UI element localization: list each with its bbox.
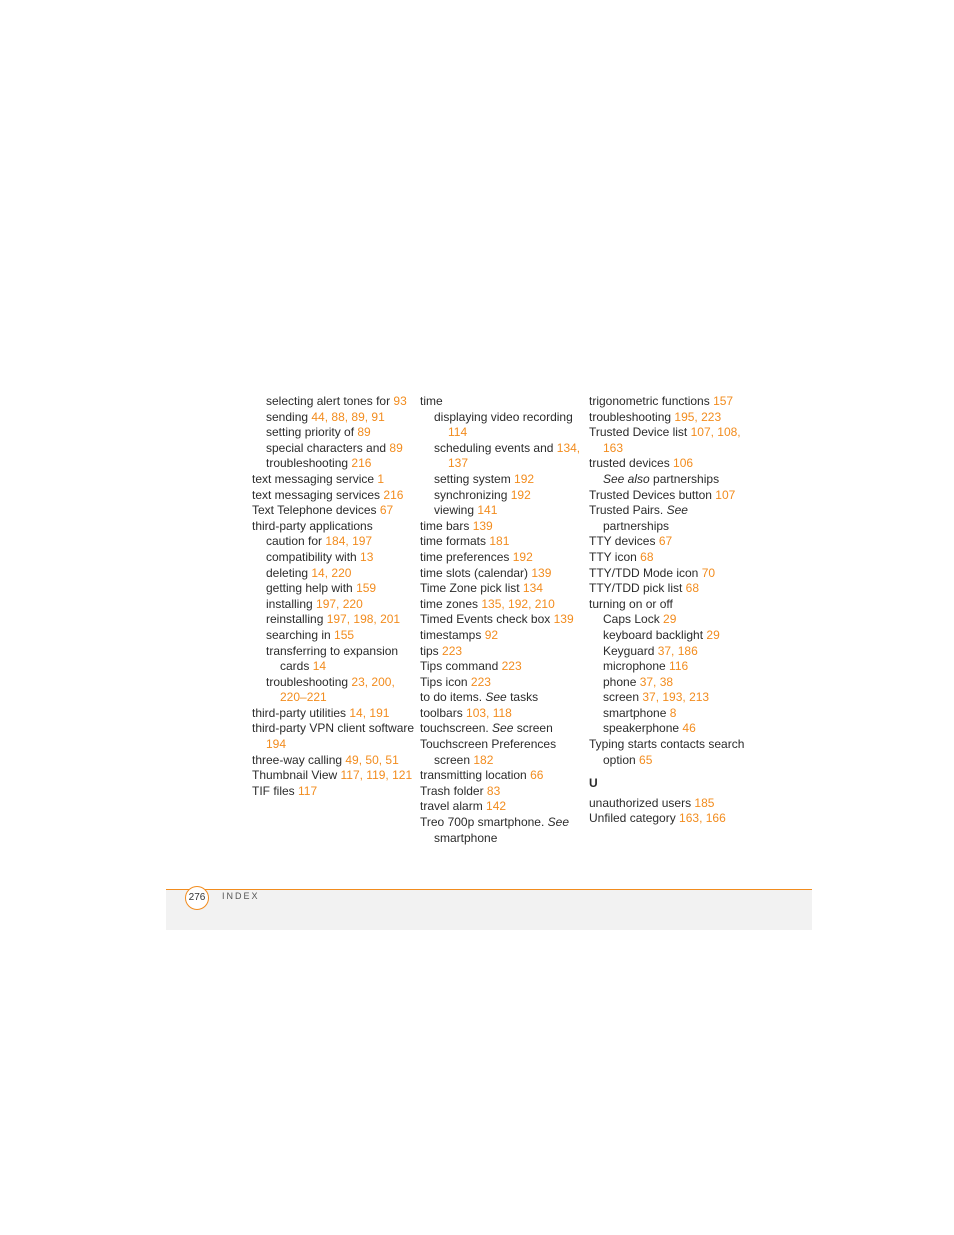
index-entry: [434, 503, 585, 519]
entry-text: smartphone: [434, 830, 498, 845]
index-entry: [266, 566, 417, 582]
entry-text: setting system: [434, 471, 515, 486]
page-ref: 49, 50, 51: [345, 752, 399, 767]
entry-text: text messaging service: [252, 471, 378, 486]
entry-text: speakerphone: [603, 721, 683, 736]
index-entry: [420, 768, 585, 784]
index-entry: [266, 425, 417, 441]
entry-text: toolbars: [420, 705, 467, 720]
index-entry: [266, 456, 417, 472]
entry-text: synchronizing: [434, 487, 511, 502]
index-entry: [420, 550, 585, 566]
index-entry: [266, 441, 417, 457]
page-ref: 89: [357, 425, 371, 440]
entry-text: Timed Events check box: [420, 612, 554, 627]
page-ref: 106: [673, 456, 694, 471]
index-entry: [589, 550, 754, 566]
entry-text: tips: [420, 643, 443, 658]
index-column-2: [420, 394, 585, 846]
entry-text: to do items.: [420, 690, 486, 705]
page-ref: 107: [715, 487, 736, 502]
index-entry: [603, 644, 754, 660]
entry-text: trigonometric functions: [589, 394, 714, 408]
entry-text: timestamps: [420, 627, 485, 642]
index-entry: [420, 690, 585, 706]
entry-text: screen: [513, 721, 553, 736]
page-ref: 66: [530, 768, 544, 783]
page-ref: 117, 119, 121: [340, 768, 413, 783]
index-entry: [589, 597, 754, 613]
entry-text: time formats: [420, 534, 490, 549]
page-ref: 83: [486, 783, 501, 798]
entry-text: displaying video recording: [434, 409, 573, 424]
footer-band: [166, 889, 812, 930]
index-entry: [420, 597, 585, 613]
page-ref: 195, 223: [674, 409, 722, 424]
entry-text: third-party applications: [252, 518, 373, 533]
page-ref: 65: [639, 752, 653, 767]
entry-text: Tips command: [420, 659, 502, 674]
page-ref: 139: [531, 565, 552, 580]
page-ref: 192: [514, 471, 535, 486]
entry-text: Trusted Pairs.: [589, 503, 667, 518]
page-ref: 134, 137: [448, 440, 581, 471]
index-entry: [252, 503, 417, 519]
index-entry: [266, 612, 417, 628]
index-entry: [420, 534, 585, 550]
page-ref: 135, 192, 210: [481, 596, 555, 611]
index-entry: [420, 612, 585, 628]
entry-text: caution for: [266, 534, 326, 549]
index-entry: [420, 784, 585, 800]
index-entry: [252, 472, 417, 488]
entry-text: Trash folder: [420, 783, 487, 798]
entry-text: Trusted Devices button: [589, 487, 716, 502]
page-ref: 37, 193, 213: [642, 690, 710, 705]
index-entry: [603, 690, 754, 706]
index-entry: [603, 612, 754, 628]
index-entry: [252, 768, 417, 784]
page-ref: 185: [694, 795, 715, 810]
entry-text: deleting: [266, 565, 312, 580]
page-ref: 92: [484, 627, 499, 642]
entry-text: unauthorized users: [589, 795, 695, 810]
index-entry: [589, 394, 754, 410]
index-entry: [252, 721, 417, 752]
index-entry: [603, 659, 754, 675]
entry-text: TTY/TDD pick list: [589, 581, 686, 596]
entry-text: screen: [603, 690, 643, 705]
entry-text: phone: [603, 674, 640, 689]
index-entry: [603, 628, 754, 644]
page-ref: 93: [393, 394, 407, 408]
see-ref: See: [666, 503, 688, 518]
entry-text: troubleshooting: [266, 674, 352, 689]
index-entry: [589, 410, 754, 426]
page-ref: 46: [682, 721, 696, 736]
section-label: INDEX: [222, 891, 260, 901]
page-ref: 139: [472, 518, 493, 533]
index-entry: [252, 488, 417, 504]
index-entry: [266, 410, 417, 426]
index-entry: [420, 721, 585, 737]
index-entry: [589, 566, 754, 582]
index-entry: [589, 456, 754, 472]
page-ref: 223: [442, 643, 463, 658]
index-entry: [420, 659, 585, 675]
see-ref: See: [492, 721, 514, 736]
page-ref: 155: [334, 627, 355, 642]
see-ref: See: [485, 690, 507, 705]
entry-text: installing: [266, 596, 317, 611]
index-entry: [603, 675, 754, 691]
index-entry: [266, 550, 417, 566]
entry-text: three-way calling: [252, 752, 346, 767]
index-entry: [266, 628, 417, 644]
entry-text: TIF files: [252, 783, 299, 798]
page-ref: 67: [379, 503, 394, 518]
entry-text: partnerships: [649, 471, 720, 486]
entry-text: trusted devices: [589, 456, 674, 471]
entry-text: keyboard backlight: [603, 627, 707, 642]
index-entry: [589, 811, 754, 827]
page-number: 276: [185, 886, 209, 910]
index-entry: [252, 706, 417, 722]
index-entry: [266, 394, 417, 410]
page-ref: 68: [685, 581, 700, 596]
entry-text: travel alarm: [420, 799, 487, 814]
index-column-3: [589, 394, 754, 827]
page-ref: 1: [377, 471, 385, 486]
entry-text: time bars: [420, 518, 473, 533]
page-ref: 67: [658, 534, 673, 549]
index-entry: [603, 706, 754, 722]
entry-text: selecting alert tones for: [266, 394, 394, 408]
page-ref: 216: [383, 487, 404, 502]
entry-text: partnerships: [603, 518, 670, 533]
entry-text: compatibility with: [266, 549, 361, 564]
index-entry: [420, 815, 585, 846]
index-entry: [420, 799, 585, 815]
page-ref: 14, 191: [349, 705, 390, 720]
entry-text: tasks: [506, 690, 539, 705]
entry-text: Typing starts contacts search option: [589, 737, 745, 767]
index-entry: [266, 534, 417, 550]
page-ref: 182: [473, 752, 494, 767]
index-entry: [266, 597, 417, 613]
page-ref: 157: [713, 394, 734, 408]
index-entry: [420, 394, 585, 410]
page-ref: 181: [489, 534, 510, 549]
index-entry: [252, 784, 417, 800]
page-ref: 70: [701, 565, 716, 580]
page-ref: 14, 220: [311, 565, 352, 580]
see-ref: See also: [603, 471, 650, 486]
entry-text: smartphone: [603, 705, 670, 720]
index-entry: [252, 753, 417, 769]
page-ref: 116: [669, 659, 689, 674]
index-entry: [266, 581, 417, 597]
page-ref: 197, 198, 201: [326, 612, 401, 627]
entry-text: time preferences: [420, 549, 513, 564]
page-ref: 29: [706, 627, 720, 642]
page-ref: 194: [266, 737, 287, 752]
entry-text: sending: [266, 409, 312, 424]
page-ref: 37, 186: [657, 643, 698, 658]
entry-text: Caps Lock: [603, 612, 664, 627]
section-letter: U: [589, 776, 598, 791]
entry-text: TTY icon: [589, 549, 641, 564]
entry-text: Time Zone pick list: [420, 581, 523, 596]
entry-text: troubleshooting: [266, 456, 352, 471]
entry-text: Tips icon: [420, 674, 471, 689]
page-ref: 13: [360, 549, 374, 564]
index-entry: [589, 534, 754, 550]
entry-text: turning on or off: [589, 596, 673, 611]
page-ref: 23, 200, 220–221: [280, 674, 395, 705]
page-ref: 197, 220: [316, 596, 363, 611]
index-entry: [589, 503, 754, 534]
entry-text: troubleshooting: [589, 409, 675, 424]
page-ref: 223: [501, 659, 522, 674]
page-ref: 37, 38: [639, 674, 674, 689]
index-entry: [420, 566, 585, 582]
index-entry: [603, 472, 754, 488]
entry-text: Treo 700p smartphone.: [420, 815, 548, 830]
entry-text: touchscreen.: [420, 721, 493, 736]
page-ref: 163, 166: [679, 811, 726, 826]
index-entry: [434, 472, 585, 488]
index-column-1: [252, 394, 417, 799]
entry-text: time slots (calendar): [420, 565, 532, 580]
page-ref: 103, 118: [466, 705, 512, 720]
entry-text: scheduling events and: [434, 440, 557, 455]
index-entry: [589, 581, 754, 597]
page-ref: 192: [512, 549, 533, 564]
entry-text: viewing: [434, 503, 478, 518]
page-ref: 134: [522, 581, 543, 596]
index-entry: [434, 441, 585, 472]
index-entry: [420, 581, 585, 597]
entry-text: microphone: [603, 659, 670, 674]
see-ref: See: [547, 815, 569, 830]
index-entry: [589, 796, 754, 812]
entry-text: special characters and: [266, 440, 390, 455]
page-ref: 114: [448, 425, 468, 440]
entry-text: TTY/TDD Mode icon: [589, 565, 702, 580]
entry-text: reinstalling: [266, 612, 327, 627]
entry-text: searching in: [266, 627, 335, 642]
entry-text: Text Telephone devices: [252, 503, 380, 518]
entry-text: transmitting location: [420, 768, 531, 783]
page-ref: 44, 88, 89, 91: [311, 409, 385, 424]
index-entry: [434, 488, 585, 504]
entry-text: third-party utilities: [252, 705, 350, 720]
index-entry: [420, 644, 585, 660]
entry-text: transferring to expansion cards: [266, 643, 399, 674]
page-ref: 107, 108, 163: [603, 425, 741, 455]
entry-text: TTY devices: [589, 534, 659, 549]
page-ref: 192: [510, 487, 531, 502]
page-ref: 117: [298, 783, 318, 798]
page-ref: 216: [351, 456, 372, 471]
page-ref: 142: [486, 799, 507, 814]
index-entry: [266, 675, 417, 706]
page-ref: 8: [669, 705, 677, 720]
index-entry: [420, 628, 585, 644]
index-entry: [589, 488, 754, 504]
index-entry: [420, 737, 585, 768]
page-ref: 29: [663, 612, 677, 627]
page-ref: 89: [389, 440, 403, 455]
entry-text: Keyguard: [603, 643, 658, 658]
entry-text: third-party VPN client software: [252, 721, 415, 736]
page-ref: 141: [477, 503, 498, 518]
page-ref: 68: [640, 549, 654, 564]
page-ref: 159: [356, 581, 377, 596]
entry-text: time zones: [420, 596, 482, 611]
page-ref: 139: [553, 612, 574, 627]
page-ref: 184, 197: [325, 534, 373, 549]
index-entry: [420, 675, 585, 691]
entry-text: Unfiled category: [589, 811, 680, 826]
entry-text: getting help with: [266, 581, 357, 596]
page-ref: 223: [470, 674, 491, 689]
index-entry: [266, 644, 417, 675]
index-entry: [420, 706, 585, 722]
index-entry: [589, 425, 754, 456]
entry-text: setting priority of: [266, 425, 358, 440]
index-entry: [434, 410, 585, 441]
entry-text: Trusted Device list: [589, 425, 691, 440]
page-ref: 14: [312, 659, 327, 674]
index-entry: [589, 737, 754, 768]
entry-text: time: [420, 394, 443, 408]
entry-text: Thumbnail View: [252, 768, 341, 783]
index-entry: [252, 519, 417, 535]
index-entry: [420, 519, 585, 535]
entry-text: Touchscreen Preferences screen: [420, 737, 557, 767]
entry-text: text messaging services: [252, 487, 384, 502]
index-entry: [603, 721, 754, 737]
